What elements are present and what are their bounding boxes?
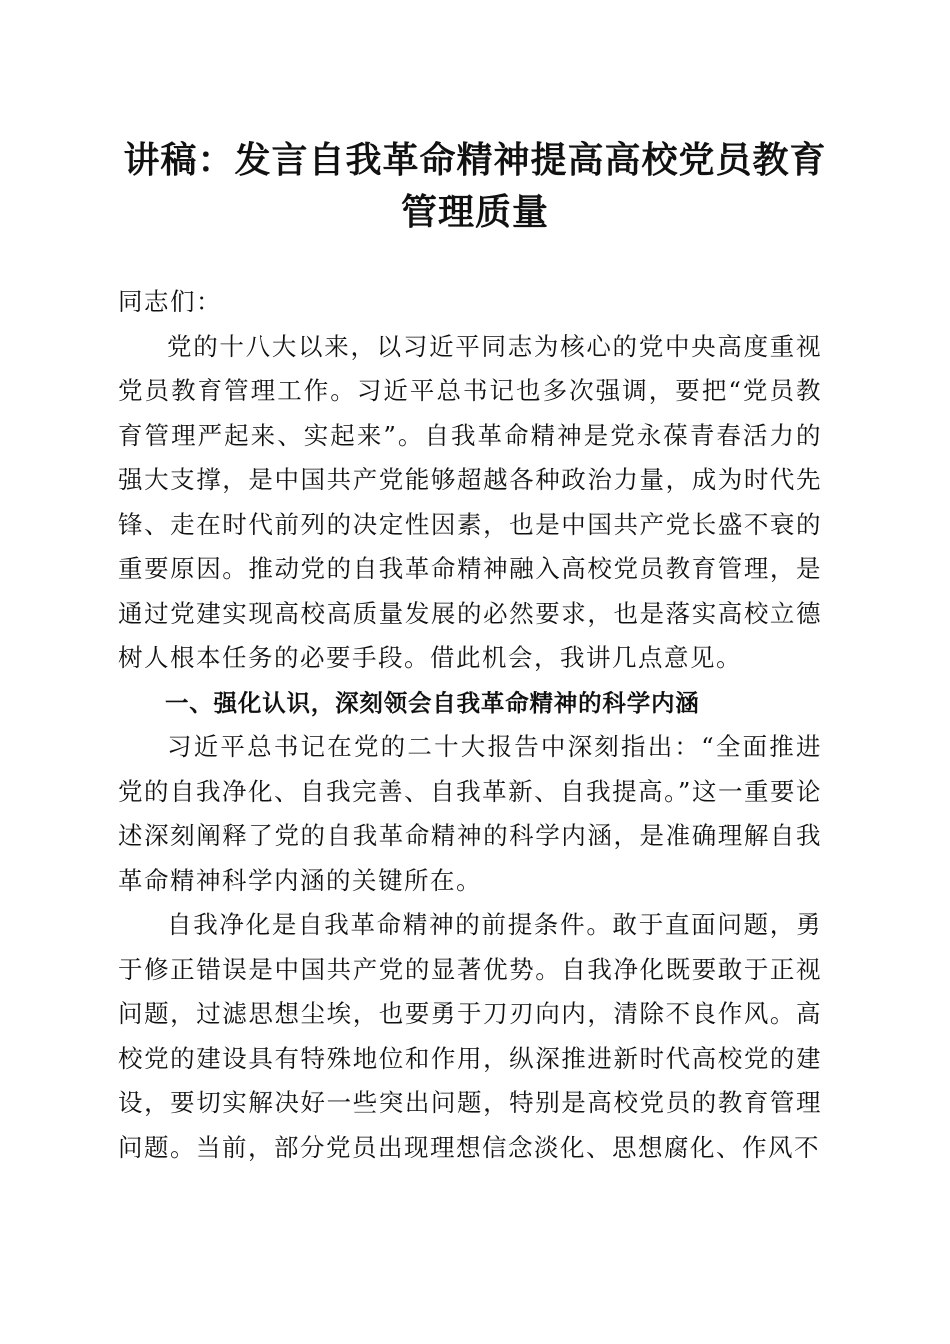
section-heading-1: 一、强化认识，深刻领会自我革命精神的科学内涵 <box>165 688 700 717</box>
salutation: 同志们： <box>118 287 222 316</box>
body-paragraph-3: 自我净化是自我革命精神的前提条件。敢于直面问题，勇于修正错误是中国共产党的显著优势。自我净化既要敢于正视问题，过滤思想尘埃，也要勇于刀刃向内，清除不良作风。高校党的建设具有特殊地位和作用，纵深推进新时代高校党的建设，要切实解决好一些突出问题，特别是高校党员的教育管理问题。当前，部分党员出现理想信念淡化、思想腐化、作风不 <box>118 910 822 1162</box>
document-body <box>118 280 822 1170</box>
body-paragraph-2: 习近平总书记在党的二十大报告中深刻指出：“全面推进党的自我净化、自我完善、自我革新、自我提高。”这一重要论述深刻阐释了党的自我革命精神的科学内涵，是准确理解自我革命精神科学内涵的关键所在。 <box>118 732 822 895</box>
document-title: 讲稿：发言自我革命精神提高高校党员教育管理质量 <box>123 139 827 233</box>
body-paragraph-intro: 党的十八大以来，以习近平同志为核心的党中央高度重视党员教育管理工作。习近平总书记也多次强调，要把“党员教育管理严起来、实起来”。自我革命精神是党永葆青春活力的强大支撑，是中国共产党能够超越各种政治力量，成为时代先锋、走在时代前列的决定性因素，也是中国共产党长盛不衰的重要原因。推动党的自我革命精神融入高校党员教育管理，是通过党建实现高校高质量发展的必然要求，也是落实高校立德树人根本任务的必要手段。借此机会，我讲几点意见。 <box>118 331 822 672</box>
